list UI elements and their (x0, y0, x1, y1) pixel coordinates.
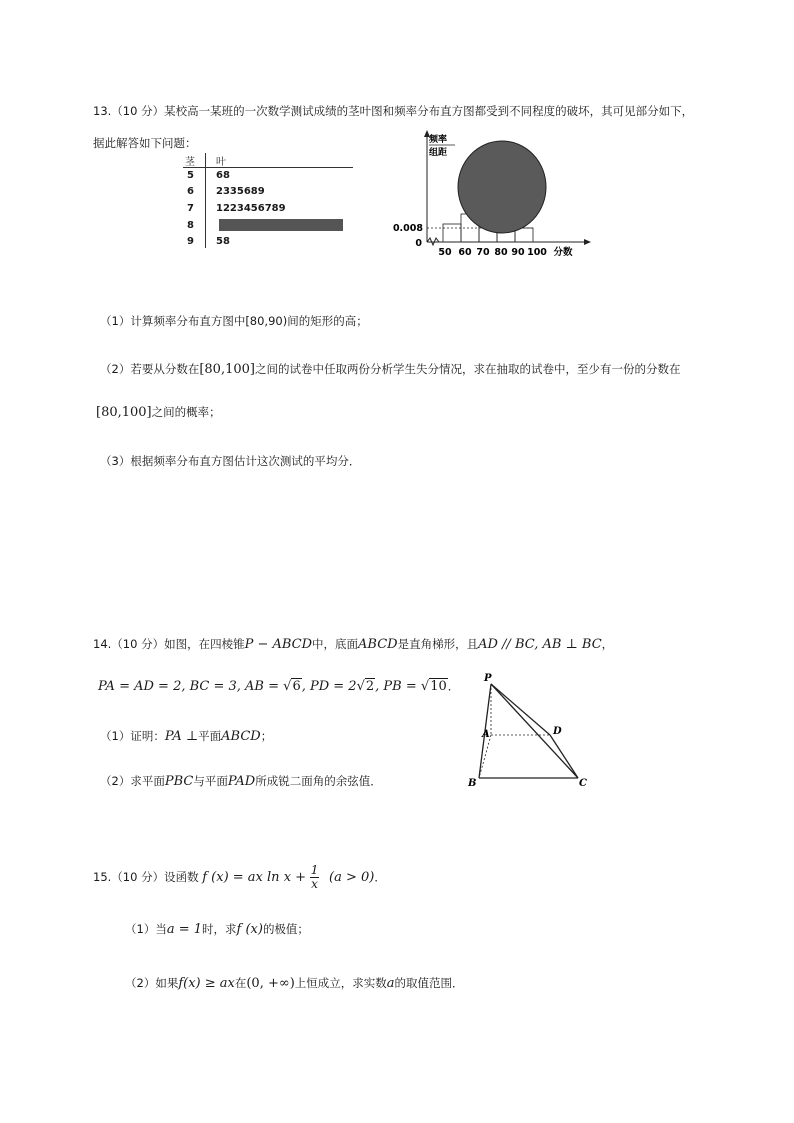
q14-title (93, 636, 613, 653)
text: ； (260, 729, 273, 743)
condition: (a > 0) (329, 870, 375, 885)
math: a = 1 (166, 922, 203, 937)
text: （2）如果 (125, 976, 179, 990)
text: 所成锐二面角的余弦值． (255, 774, 382, 788)
text: 之间的概率； (151, 405, 221, 419)
damaged-leaf-bar (219, 219, 343, 231)
sqrt-sign: √ (356, 679, 365, 694)
text: ， (601, 637, 614, 651)
text: 平面 (198, 729, 222, 743)
leaf-value: 2335689 (216, 186, 265, 197)
text: （1）证明： (100, 729, 165, 743)
text: 中，底面 (312, 637, 359, 651)
text: ． (447, 679, 460, 693)
q13-title: 13.（10 分）某校高一某班的一次数学测试成绩的茎叶图和频率分布直方图都受到不同程度的破坏，其可见部分如下， (93, 104, 694, 118)
text: （1）当 (125, 922, 167, 936)
x-axis-arrow (584, 239, 591, 245)
sqrt-sign: √ (283, 679, 292, 694)
y-tick-label: 0.008 (392, 223, 423, 234)
x-tick-label: 90 (511, 247, 525, 258)
interval: (0, +∞) (246, 976, 295, 991)
x-axis-label: 分数 (553, 247, 573, 258)
q13-part3: （3）根据频率分布直方图估计这次测试的平均分． (100, 454, 361, 468)
sqrt-value: 10 (430, 679, 447, 694)
x-tick-label: 50 (438, 247, 452, 258)
stem-value: 7 (187, 203, 194, 214)
text: （2）求平面 (100, 774, 165, 788)
damage-blot (458, 141, 546, 233)
text: 的极值； (262, 922, 309, 936)
pyramid-name: P − ABCD (244, 637, 313, 652)
x-tick-label: 60 (458, 247, 472, 258)
leaf-value: 58 (216, 236, 230, 247)
pyramid-figure (462, 668, 597, 793)
text: （2）若要从分数在 (100, 362, 200, 376)
q14-equations (98, 678, 459, 695)
condition: AD // BC, AB ⊥ BC (478, 637, 602, 652)
interval: [80,100] (96, 405, 152, 420)
math: ABCD (221, 729, 261, 744)
text: 之间的试卷中任取两份分析学生失分情况，求在抽取的试卷中，至少有一份的分数在 (254, 362, 681, 376)
leaf-value: 68 (216, 170, 230, 181)
math: PBC (164, 774, 194, 789)
edge-PC (491, 684, 578, 778)
fraction-numerator: 1 (310, 863, 319, 877)
vertex-label-D: D (553, 726, 562, 737)
y-label-bottom: 组距 (429, 148, 448, 158)
eq-part: PA = AD = 2, BC = 3, AB = (98, 679, 284, 694)
vertex-label-A: A (482, 729, 490, 740)
vertex-label-B: B (468, 778, 477, 789)
eq-part: , PB = (375, 679, 421, 694)
text: 是直角梯形，且 (397, 637, 479, 651)
edge-PD (491, 684, 550, 735)
eq-part: , PD = 2 (301, 679, 357, 694)
q14-part1 (100, 728, 272, 745)
edge-DC (550, 735, 578, 778)
text: ． (374, 870, 386, 884)
q14-part2 (100, 773, 382, 790)
text: 的取值范围． (394, 976, 464, 990)
stem-leaf-divider (205, 153, 206, 248)
sqrt-sign: √ (420, 679, 430, 694)
fraction-denominator: x (311, 877, 318, 891)
math: f (x) (236, 922, 263, 937)
q15-part2 (125, 975, 464, 992)
sqrt-value: 2 (365, 679, 375, 694)
vertex-label-P: P (484, 673, 492, 684)
stem-value: 8 (187, 220, 194, 231)
stem-leaf-plot (183, 153, 353, 248)
x-tick-label: 80 (494, 247, 508, 258)
math: a (386, 976, 395, 991)
q15-part1 (125, 921, 309, 938)
text: 上恒成立，求实数 (294, 976, 387, 990)
x-tick-label: 70 (476, 247, 490, 258)
leaf-value: 1223456789 (216, 203, 286, 214)
edge-AB (479, 735, 491, 778)
q13-part2-line1 (100, 361, 680, 378)
q13-title-cont: 据此解答如下问题： (93, 136, 197, 150)
text: 与平面 (193, 774, 228, 788)
fraction (310, 864, 320, 891)
stem-value: 9 (187, 236, 194, 247)
q15-title (93, 862, 386, 893)
vertex-label-C: C (579, 778, 587, 789)
math: f(x) ≥ ax (178, 976, 235, 991)
frequency-histogram (385, 130, 595, 260)
text: 15.（10 分）设函数 (93, 870, 199, 884)
math: PA ⊥ (164, 729, 199, 744)
text: 时，求 (202, 922, 237, 936)
leaf-header: 叶 (216, 157, 226, 168)
function-expr: f (x) = ax ln x + (202, 870, 307, 885)
text: 在 (234, 976, 247, 990)
interval: [80,100] (199, 362, 255, 377)
sqrt-value: 6 (292, 679, 301, 694)
q13-part1: （1）计算频率分布直方图中[80,90)间的矩形的高； (100, 314, 368, 328)
stem-value: 6 (187, 186, 194, 197)
x-tick-label: 100 (527, 247, 547, 258)
histogram-bar (443, 224, 461, 242)
math: PAD (227, 774, 256, 789)
text: 14.（10 分）如图，在四棱锥 (93, 637, 245, 651)
stem-value: 5 (187, 170, 194, 181)
q13-part2-line2 (96, 404, 221, 421)
stem-leaf-header (183, 153, 353, 168)
origin-label: 0 (415, 238, 422, 249)
y-label-top: 频率 (429, 135, 448, 145)
base-name: ABCD (358, 637, 398, 652)
stem-header: 茎 (185, 157, 195, 168)
